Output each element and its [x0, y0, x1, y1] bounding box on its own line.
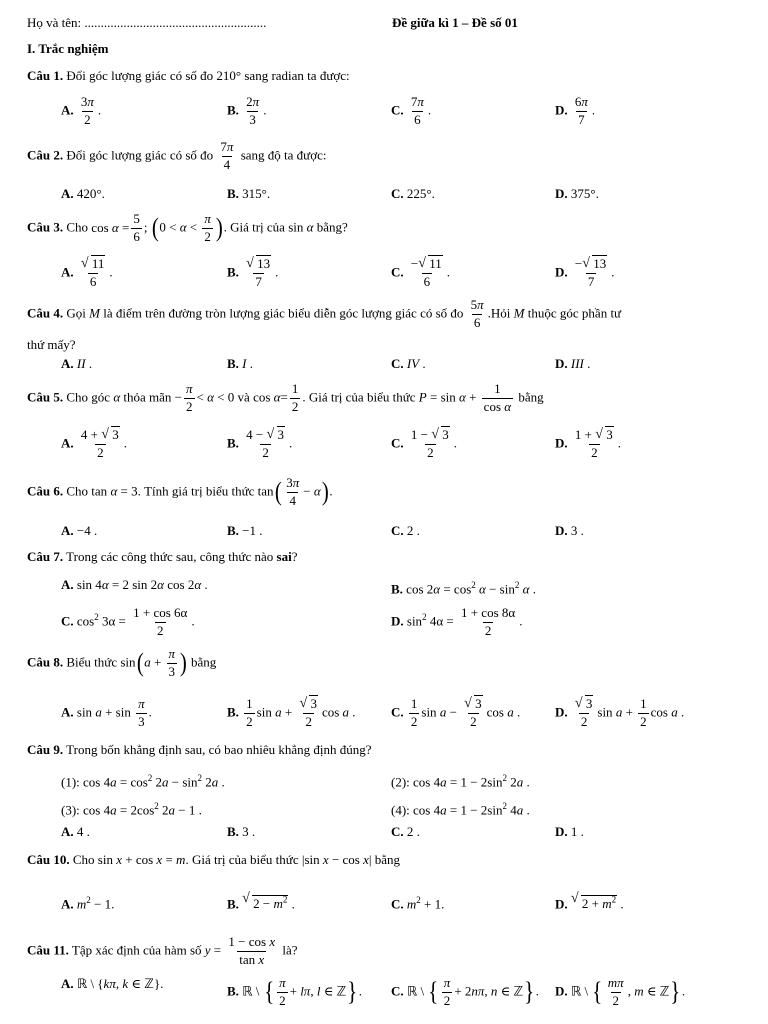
- question-3-stem: Câu 3. Cho cos α = $\frac{5}{6}$ ; (0 < α < $\frac{\pi}{2}$ ). Giá trị của sin α bằng?: [27, 211, 348, 244]
- option-d[interactable]: D. III .: [555, 356, 591, 371]
- option-a[interactable]: A. $\frac{3\pi}{2}$ .: [61, 94, 102, 127]
- option-c[interactable]: C. 2 .: [391, 523, 420, 538]
- option-c[interactable]: C. $\frac{-√ 11}{6}$ .: [391, 257, 450, 290]
- option-b[interactable]: B. √ $2 - m^2$ .: [227, 891, 295, 913]
- option-b[interactable]: B. √ $\frac{13}{7}$ .: [227, 257, 278, 290]
- question-10-stem: Câu 10. Cho sin x + cos x = m. Giá trị của biểu thức |sin x − cos x| bằng: [27, 852, 401, 867]
- option-c[interactable]: C. IV .: [391, 356, 426, 371]
- option-c[interactable]: C. $\frac{1 - √ 3}{2}$ .: [391, 428, 457, 461]
- option-a[interactable]: A. sin a + sin $\frac{\pi}{3}$ .: [61, 696, 152, 729]
- option-c[interactable]: C. $m^2 + 1$.: [391, 895, 445, 912]
- option-a[interactable]: A. √ $\frac{11}{6}$ .: [61, 257, 113, 290]
- option-d[interactable]: D. 375°.: [555, 186, 599, 201]
- option-c[interactable]: C. $\frac{7\pi}{6}$ .: [391, 94, 432, 127]
- option-b[interactable]: B. −1 .: [227, 523, 263, 538]
- option-b[interactable]: B. $\frac{2\pi}{3}$ .: [227, 94, 267, 127]
- option-d[interactable]: D. √ $2 + m^2$ .: [555, 891, 624, 913]
- option-c[interactable]: C. 225°.: [391, 186, 435, 201]
- statement-1: (1): $\cos 4a = \cos^2 2a - \sin^2 2a$ .: [61, 773, 225, 790]
- option-d[interactable]: D. √ $\frac{3}{2}$ sin a + $\frac{1}{2}$ cos a .: [555, 697, 684, 730]
- question-6-stem: Câu 6. Cho tan α = 3. Tính giá trị biểu thức tan( $\frac{3\pi}{4}$ − α).: [27, 475, 333, 508]
- question-7-stem: Câu 7. Trong các công thức sau, công thức nào sai?: [27, 549, 298, 564]
- option-a[interactable]: A. $m^2 - 1$.: [61, 895, 115, 912]
- option-d[interactable]: D. $\frac{6\pi}{7}$ .: [555, 94, 596, 127]
- question-2-stem: Câu 2. Đổi góc lượng giác có số đo $\frac{7\pi}{4}$ sang độ ta được:: [27, 139, 327, 172]
- option-b[interactable]: B. $\frac{1}{2}$ sin a + √ $\frac{3}{2}$ cos a .: [227, 697, 356, 730]
- option-c[interactable]: C. $\frac{1}{2}$ sin a − √ $\frac{3}{2}$ cos a .: [391, 697, 520, 730]
- option-a[interactable]: A. 420°.: [61, 186, 105, 201]
- option-d[interactable]: D. $\frac{1 + √ 3}{2}$ .: [555, 428, 621, 461]
- statement-3: (3): $\cos 4a = 2\cos^2$ 2a − 1 .: [61, 801, 202, 818]
- question-1-stem: Câu 1. Đổi góc lượng giác có số đo 210° sang radian ta được:: [27, 68, 350, 83]
- option-b[interactable]: B. I .: [227, 356, 254, 371]
- option-a[interactable]: A. ℝ \ {kπ, k ∈ ℤ}.: [61, 976, 164, 992]
- option-a[interactable]: A. II .: [61, 356, 93, 371]
- option-b[interactable]: B. 3 .: [227, 824, 256, 839]
- option-d[interactable]: D. ℝ \ { $\frac{m\pi}{2}$ , m ∈ ℤ}.: [555, 975, 686, 1008]
- question-4-stem: Câu 4. Gọi M là điểm trên đường tròn lượng giác biểu diễn góc lượng giác có số đo $\frac{5\pi}{6}$ .Hỏi M thuộc góc phần tư: [27, 297, 622, 330]
- option-b[interactable]: B. 315°.: [227, 186, 271, 201]
- option-b[interactable]: B. $\cos 2\alpha = \cos^2 \alpha - \sin^2 \alpha$ .: [391, 580, 536, 597]
- option-a[interactable]: A. sin 4α = 2 sin 2α cos 2α .: [61, 577, 208, 592]
- question-4-stem-cont: thứ mấy?: [27, 337, 76, 352]
- statement-2: (2): $\cos 4a = 1 - 2\sin^2$ 2a .: [391, 773, 530, 790]
- option-c[interactable]: C. ℝ \ { $\frac{\pi}{2}$ + 2nπ, n ∈ ℤ}.: [391, 975, 539, 1008]
- option-a[interactable]: A. 4 .: [61, 824, 90, 839]
- statement-4: (4): $\cos 4a = 1 - 2\sin^2$ 4a .: [391, 801, 530, 818]
- exam-title: Đề giữa kì 1 – Đề số 01: [392, 15, 518, 30]
- question-11-stem: Câu 11. Tập xác định của hàm số y = $\frac{\text{1 − cos x}}{\text{tan x}}$ là?: [27, 934, 298, 967]
- question-5-stem: Câu 5. Cho góc α thỏa mãn − $\frac{\pi}{2}$ < α < 0 và cos α= $\frac{1}{2}$ . Giá trị của biểu thức P = sin α + $\frac{1}{\text{cos α}}$ bằng: [27, 381, 544, 414]
- option-c[interactable]: C. $\cos^2 3\alpha$ = $\frac{1 + \cos 6\alpha}{2}$ .: [61, 605, 195, 638]
- option-d[interactable]: D. $\frac{-√ 13}{7}$ .: [555, 257, 614, 290]
- option-b[interactable]: B. ℝ \ { $\frac{\pi}{2}$ + lπ, l ∈ ℤ}.: [227, 975, 362, 1008]
- name-field-label: Họ và tên: ........................................................: [27, 15, 267, 30]
- option-a[interactable]: A. −4 .: [61, 523, 98, 538]
- question-9-stem: Câu 9. Trong bốn khẳng định sau, có bao nhiêu khẳng định đúng?: [27, 742, 372, 757]
- question-8-stem: Câu 8. Biểu thức sin(a + $\frac{\pi}{3}$ ) bằng: [27, 646, 217, 679]
- option-d[interactable]: D. 1 .: [555, 824, 584, 839]
- option-b[interactable]: B. $\frac{4 - √ 3}{2}$ .: [227, 428, 292, 461]
- option-d[interactable]: D. 3 .: [555, 523, 584, 538]
- section-title: I. Trắc nghiệm: [27, 41, 109, 56]
- option-d[interactable]: D. $\sin^2 4\alpha$ = $\frac{1 + \cos 8\alpha}{2}$ .: [391, 605, 523, 638]
- option-c[interactable]: C. 2 .: [391, 824, 420, 839]
- option-a[interactable]: A. $\frac{4 + √ 3}{2}$ .: [61, 428, 127, 461]
